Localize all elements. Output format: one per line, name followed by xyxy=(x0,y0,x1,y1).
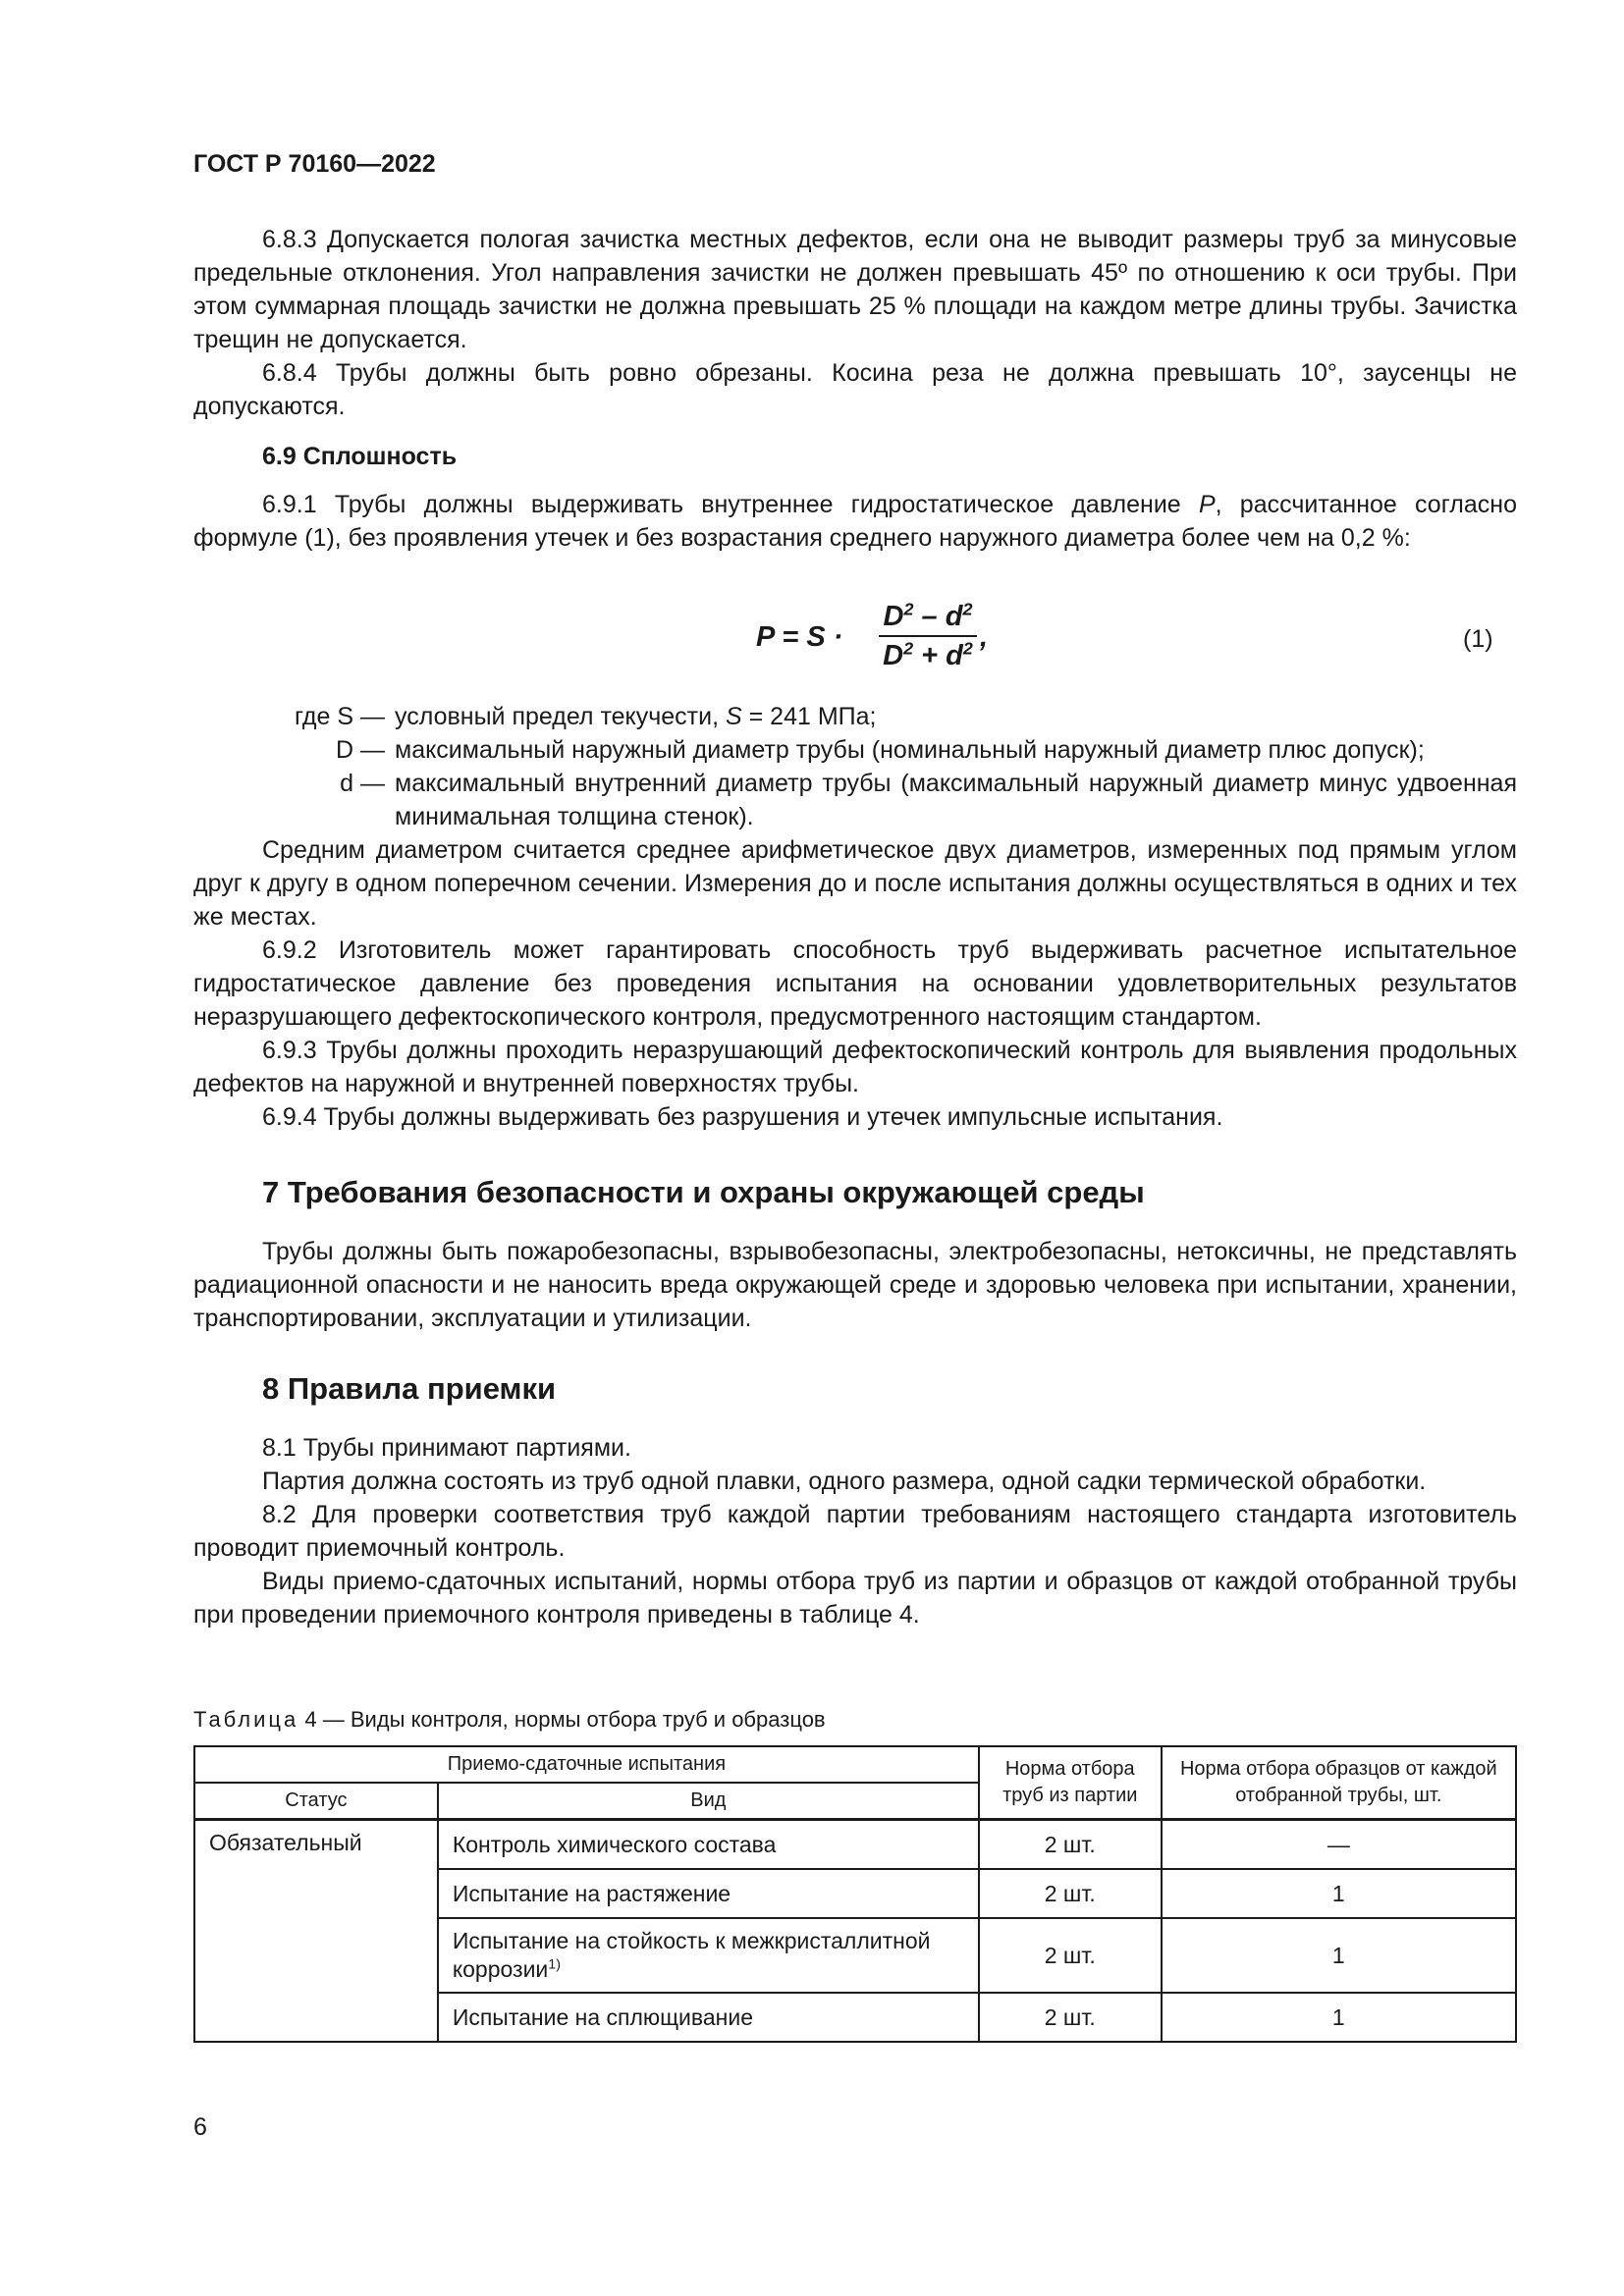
section-6-9-title: 6.9 Сплошность xyxy=(262,443,458,470)
where-symbol: где S — xyxy=(294,703,385,730)
table-cell-pipes: 2 шт. xyxy=(979,1918,1162,1993)
clause-6-9-1-text-a: 6.9.1 Трубы должны выдерживать внутреннее гидростатическое давление xyxy=(262,491,1199,518)
where-item: где S — условный предел текучести, S = 241 МПа; xyxy=(193,700,1517,733)
mean-diameter-paragraph: Средним диаметром считается среднее арифметическое двух диаметров, измеренных под прямым углом друг к другу в одном поперечном сечении. Измерения до и после испытания должны осуществляться в одних и тех же местах. xyxy=(193,836,1517,931)
page-number: 6 xyxy=(193,2113,207,2141)
section-7-title: 7 Требования безопасности и охраны окружающей среды xyxy=(262,1175,1145,1209)
formula-1 xyxy=(756,599,992,677)
where-item: d — максимальный внутренний диаметр трубы (максимальный наружный диаметр минус удвоенная минимальная толщина стенок). xyxy=(193,767,1517,833)
table-cell-pipes: 2 шт. xyxy=(979,1993,1162,2042)
table-cell-kind: Контроль химического состава xyxy=(438,1820,979,1870)
table-cell-samples: 1 xyxy=(1162,1993,1516,2042)
clause-6-9-3: 6.9.3 Трубы должны проходить неразрушающий дефектоскопический контроль для выявления продольных дефектов на наружной и внутренней поверхностях трубы. xyxy=(193,1037,1517,1097)
clause-6-8-3-text: 6.8.3 Допускается пологая зачистка местных дефектов, если она не выводит размеры труб за минусовые предельные отклонения. Угол направления зачистки не должен превышать 45º по отношению к оси трубы. При этом суммарная площадь зачистки не должна превышать 25 % площади на каждом метре длины трубы. Зачистка трещин не допускается. xyxy=(193,226,1517,353)
where-symbol: d — xyxy=(340,770,385,797)
clause-6-8-3 xyxy=(193,223,1517,356)
table-cell-status: Обязательный xyxy=(194,1820,438,2043)
clause-6-9-1-text-b: , рассчитанное согласно формуле (1), без проявления утечек и без возрастания среднего наружного диаметра более чем на 0,2 %: xyxy=(193,491,1517,552)
fraction-bar xyxy=(879,635,977,637)
var-p: P xyxy=(1198,491,1216,518)
formula-number: (1) xyxy=(1463,625,1493,653)
table-cell-samples: 1 xyxy=(1162,1918,1516,1993)
table-cell-samples: — xyxy=(1162,1820,1516,1870)
clause-6-8-4-text: 6.8.4 Трубы должны быть ровно обрезаны. Косина реза не должна превышать 10°, заусенцы не допускаются. xyxy=(193,359,1517,420)
where-list xyxy=(193,700,1517,833)
section-7-text: Трубы должны быть пожаробезопасны, взрывобезопасны, электробезопасны, нетоксичны, не представлять радиационной опасности и не наносить вреда окружающей среде и здоровью человека при испытании, хранении, транспортировании, эксплуатации и утилизации. xyxy=(193,1238,1517,1332)
document-code: ГОСТ Р 70160—2022 xyxy=(193,150,436,178)
formula-lhs: P = S · xyxy=(756,621,843,653)
clause-8-1: 8.1 Трубы принимают партиями. Партия должна состоять из труб одной плавки, одного размера, одной садки термической обработки. 8.2 Для проверки соответствия труб каждой партии требованиям настоящего стандарта изготовитель проводит приемочный контроль. Виды приемо-сдаточных испытаний, нормы отбора труб из партии и образцов от каждой отобранной трубы при проведении приемочного контроля приведены в таблице 4. xyxy=(193,1434,1517,1629)
table-header-group: Приемо-сдаточные испытания xyxy=(194,1746,979,1783)
table-cell-kind: Испытание на стойкость к межкристаллитной коррозии$^{1)}$ xyxy=(438,1918,979,1993)
table-header-norm-samples: Норма отбора образцов от каждой отобранной трубы, шт. xyxy=(1162,1746,1516,1820)
clause-6-9-4: 6.9.4 Трубы должны выдерживать без разрушения и утечек импульсные испытания. xyxy=(262,1103,1223,1131)
section-8-title: 8 Правила приемки xyxy=(262,1371,557,1406)
formula-fraction xyxy=(879,599,977,673)
formula-comma: , xyxy=(980,621,989,653)
table-row xyxy=(194,1820,1516,1870)
clause-6-8-4 xyxy=(193,356,1517,423)
table-cell-pipes: 2 шт. xyxy=(979,1869,1162,1918)
clause-6-9-1 xyxy=(193,488,1517,555)
table-4 xyxy=(193,1745,1517,2043)
table-cell-samples: 1 xyxy=(1162,1869,1516,1918)
table-header-status: Статус xyxy=(194,1783,438,1820)
table-cell-kind: Испытание на растяжение xyxy=(438,1869,979,1918)
table-header-norm-pipes: Норма отбора труб из партии xyxy=(979,1746,1162,1820)
where-item: D — максимальный наружный диаметр трубы (номинальный наружный диаметр плюс допуск); xyxy=(193,733,1517,767)
where-symbol: D — xyxy=(336,736,385,764)
table-cell-kind: Испытание на сплющивание xyxy=(438,1993,979,2042)
formula-denominator: $D^2 + d^2$ xyxy=(883,638,973,671)
table-4-caption: Таблица 4 — Виды контроля, нормы отбора труб и образцов xyxy=(193,1707,826,1732)
table-cell-pipes: 2 шт. xyxy=(979,1820,1162,1870)
footnote-marker: 1) xyxy=(548,1956,561,1973)
formula-numerator: $D^2 - d^2$ xyxy=(883,599,973,632)
table-header-kind: Вид xyxy=(438,1783,979,1820)
clause-6-9-2: 6.9.2 Изготовитель может гарантировать способность труб выдерживать расчетное испытательное гидростатическое давление без проведения испытания на основании удовлетворительных результатов неразрушающего дефектоскопического контроля, предусмотренного настоящим стандартом. xyxy=(193,936,1517,1031)
